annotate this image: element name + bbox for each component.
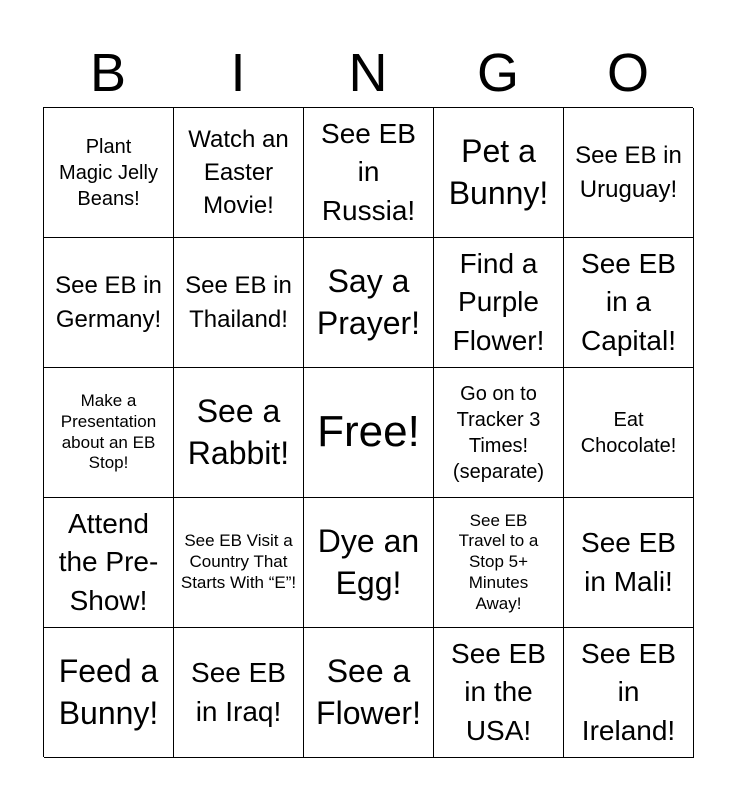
cell-text: Make a Presentation about an EB Stop!: [60, 391, 157, 473]
bingo-header: [43, 40, 693, 106]
cell-text: See EB in Iraq!: [191, 656, 286, 727]
cell-text: See EB in the USA!: [451, 637, 546, 746]
bingo-cell[interactable]: [564, 108, 694, 238]
header-letter-b: B: [89, 43, 127, 103]
bingo-cell[interactable]: [304, 108, 434, 238]
bingo-board: [43, 107, 693, 757]
cell-text: See EB in Russia!: [321, 117, 416, 226]
header-letter-i: I: [230, 43, 246, 103]
free-space-text: Free!: [317, 407, 420, 457]
bingo-cell[interactable]: [304, 238, 434, 368]
bingo-cell[interactable]: [564, 368, 694, 498]
cell-text: Find a Purple Flower!: [452, 247, 545, 356]
cell-text: See EB in Germany!: [55, 272, 162, 333]
cell-text: Watch an Easter Movie!: [188, 125, 289, 220]
bingo-cell[interactable]: [44, 108, 174, 238]
cell-text: See EB in Ireland!: [581, 637, 676, 746]
header-letter-o: O: [606, 43, 649, 103]
cell-text: See EB in Uruguay!: [575, 142, 682, 203]
cell-text: Attend the Pre-Show!: [58, 507, 159, 616]
bingo-cell[interactable]: [174, 498, 304, 628]
cell-text: See EB Visit a Country That Starts With “E”!: [180, 531, 297, 592]
bingo-cell[interactable]: [434, 628, 564, 758]
cell-text: Say a Prayer!: [316, 262, 421, 341]
cell-text: See a Flower!: [316, 652, 421, 731]
bingo-cell[interactable]: [434, 108, 564, 238]
cell-text: Go on to Tracker 3 Times! (separate): [452, 382, 545, 483]
cell-text: See EB in Thailand!: [185, 272, 292, 333]
cell-text: Dye an Egg!: [317, 522, 420, 601]
bingo-cell[interactable]: [44, 238, 174, 368]
cell-text: See a Rabbit!: [187, 392, 290, 471]
cell-text: Feed a Bunny!: [58, 652, 159, 731]
cell-text: See EB in Mali!: [581, 526, 676, 597]
bingo-cell[interactable]: [44, 368, 174, 498]
bingo-cell[interactable]: [44, 498, 174, 628]
bingo-cell[interactable]: [174, 368, 304, 498]
bingo-cell[interactable]: [174, 108, 304, 238]
bingo-cell[interactable]: [174, 628, 304, 758]
bingo-cell[interactable]: [304, 498, 434, 628]
cell-text: Plant Magic Jelly Beans!: [59, 135, 158, 210]
header-letter-g: G: [476, 43, 519, 103]
bingo-cell[interactable]: [434, 498, 564, 628]
bingo-cell[interactable]: [304, 628, 434, 758]
cell-text: Pet a Bunny!: [448, 132, 549, 211]
bingo-cell[interactable]: [44, 628, 174, 758]
free-space[interactable]: [304, 368, 434, 498]
cell-text: See EB in a Capital!: [581, 247, 676, 356]
cell-text: Eat Chocolate!: [580, 408, 677, 457]
header-letter-n: N: [348, 43, 388, 103]
bingo-cell[interactable]: [564, 498, 694, 628]
bingo-cell[interactable]: [434, 238, 564, 368]
bingo-cell[interactable]: [434, 368, 564, 498]
bingo-cell[interactable]: [174, 238, 304, 368]
bingo-cell[interactable]: [564, 628, 694, 758]
cell-text: See EB Travel to a Stop 5+ Minutes Away!: [458, 510, 539, 613]
bingo-cell[interactable]: [564, 238, 694, 368]
